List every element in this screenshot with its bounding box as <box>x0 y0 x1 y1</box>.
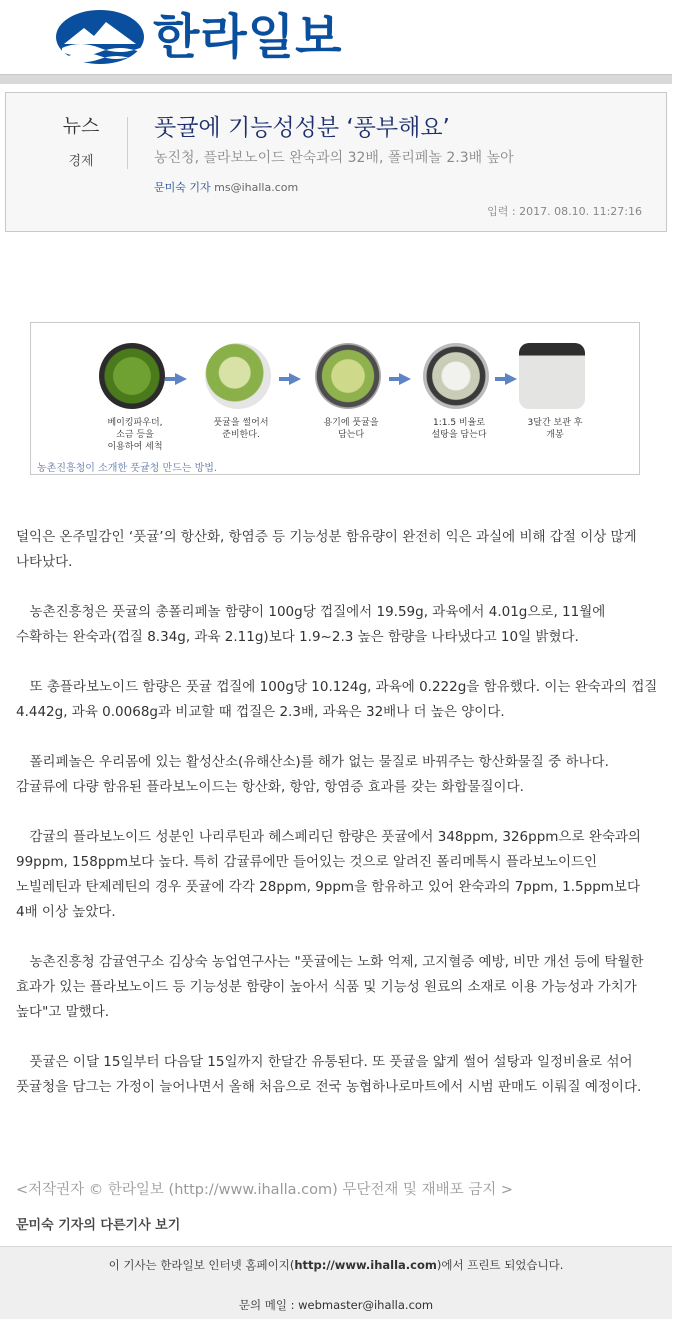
article-body <box>16 525 661 1125</box>
step-label: 3달간 보관 후 개봉 <box>527 418 583 440</box>
body-paragraph: 폴리페놀은 우리몸에 있는 활성산소(유해산소)를 해가 없는 물질로 바꿔주는 항산화물질 중 하나다. 감귤류에 다량 함유된 플라보노이드는 항산화, 항암, 항염증 효과를 갖는 화합물질이다. <box>16 754 609 795</box>
reporter-email[interactable]: ms@ihalla.com <box>214 181 299 194</box>
sugar-container-image <box>423 343 489 409</box>
publish-date: 입력 : 2017. 08.10. 11:27:16 <box>487 205 642 218</box>
step-label: 용기에 풋귤을 담는다 <box>323 418 379 440</box>
copyright-notice: <저작권자 © 한라일보 (http://www.ihalla.com) 무단전재 및 재배포 금지 > <box>16 1182 514 1198</box>
article-headline: 풋귤에 기능성성분 ‘풍부해요’ <box>154 115 450 141</box>
header-divider <box>127 117 128 169</box>
washing-bowl-image <box>99 343 165 409</box>
top-divider-bar <box>0 74 672 84</box>
body-paragraph: 덜익은 온주밀감인 ‘풋귤’의 항산화, 항염증 등 기능성분 함유량이 완전히 익은 과실에 비해 갑절 이상 많게 나타났다. <box>16 529 637 570</box>
figure-caption: 농촌진흥청이 소개한 풋귤청 만드는 방법. <box>37 463 218 474</box>
logo-text: 한라일보 <box>153 9 343 65</box>
step-container <box>311 343 395 441</box>
stored-jar-image <box>519 343 585 409</box>
article-subheadline: 농진청, 플라보노이드 완숙과의 32배, 폴리페놀 2.3배 높아 <box>154 150 514 166</box>
step-wash <box>95 343 179 453</box>
print-notice-url[interactable]: http://www.ihalla.com <box>294 1258 437 1272</box>
step-label: 풋귤을 썰어서 준비한다. <box>213 418 269 440</box>
body-paragraph: 풋귤은 이달 15일부터 다음달 15일까지 한달간 유통된다. 또 풋귤을 얇게 썰어 설탕과 일정비율로 섞어 풋귤청을 담그는 가정이 늘어나면서 올해 처음으로 전국 농협하나로마트에서 시범 판매도 이뤄질 예정이다. <box>16 1054 642 1095</box>
body-paragraph: 농촌진흥청 감귤연구소 김상숙 농업연구사는 "풋귤에는 노화 억제, 고지혈증 예방, 비만 개선 등에 탁월한 효과가 있는 플라보노이드 등 기능성분 함량이 높아서 식품 및 기능성 원료의 소재로 이용 가능성과 가치가 높다"고 말했다. <box>16 954 644 1020</box>
more-articles-link[interactable]: 문미숙 기자의 다른기사 보기 <box>16 1218 181 1233</box>
body-paragraph: 감귤의 플라보노이드 성분인 나리루틴과 헤스페리딘 함량은 풋귤에서 348ppm, 326ppm으로 완숙과의 99ppm, 158ppm보다 높다. 특히 감귤류에만 들어있는 것으로 알려진 폴리메톡시 플라보노이드인 노빌레틴과 탄제레틴의 경우 풋귤에 각각 28ppm, 9ppm을 함유하고 있어 완숙과의 7ppm, 1.5ppm보다 4배 이상 높았다. <box>16 829 641 920</box>
arrow-right-icon <box>175 373 187 385</box>
step-store <box>515 343 599 441</box>
step-label: 1:1.5 비율로 설탕을 담는다 <box>431 418 487 440</box>
article-figure <box>30 322 640 475</box>
step-label: 베이킹파우더, 소금 등을 이용하여 세척 <box>107 418 163 452</box>
body-paragraph: 농촌진흥청은 풋귤의 총폴리페놀 함량이 100g당 껍질에서 19.59g, 과육에서 4.01g으로, 11월에 수확하는 완숙과(껍질 8.34g, 과육 2.11g)보다 1.9~2.3 높은 함량을 나타냈다고 10일 밝혔다. <box>16 604 606 645</box>
byline <box>154 179 298 195</box>
contact-email[interactable]: 문의 메일 : webmaster@ihalla.com <box>238 1298 434 1312</box>
halla-logo-icon[interactable] <box>54 8 146 66</box>
body-paragraph: 또 총플라보노이드 함량은 풋귤 껍질에 100g당 10.124g, 과육에 0.222g을 함유했다. 이는 완숙과의 껍질 4.442g, 과육 0.0068g과 비교할 때 껍질은 2.3배, 과육은 32배나 더 높은 양이다. <box>16 679 658 720</box>
arrow-right-icon <box>289 373 301 385</box>
sliced-citrus-image <box>205 343 271 409</box>
print-notice-prefix: 이 기사는 한라일보 인터넷 홈페이지( <box>108 1258 295 1272</box>
step-slice <box>201 343 285 441</box>
reporter-name[interactable]: 문미숙 기자 <box>154 181 211 194</box>
print-footer <box>0 1246 672 1319</box>
article-photo <box>33 325 586 453</box>
masthead <box>0 0 699 76</box>
section-label: 뉴스 <box>62 115 100 137</box>
arrow-right-icon <box>399 373 411 385</box>
article-header <box>5 92 667 232</box>
print-notice <box>0 1257 672 1273</box>
filled-container-image <box>315 343 381 409</box>
subsection-label: 경제 <box>68 154 94 169</box>
print-notice-suffix: )에서 프린트 되었습니다. <box>436 1258 564 1272</box>
step-sugar <box>419 343 503 441</box>
